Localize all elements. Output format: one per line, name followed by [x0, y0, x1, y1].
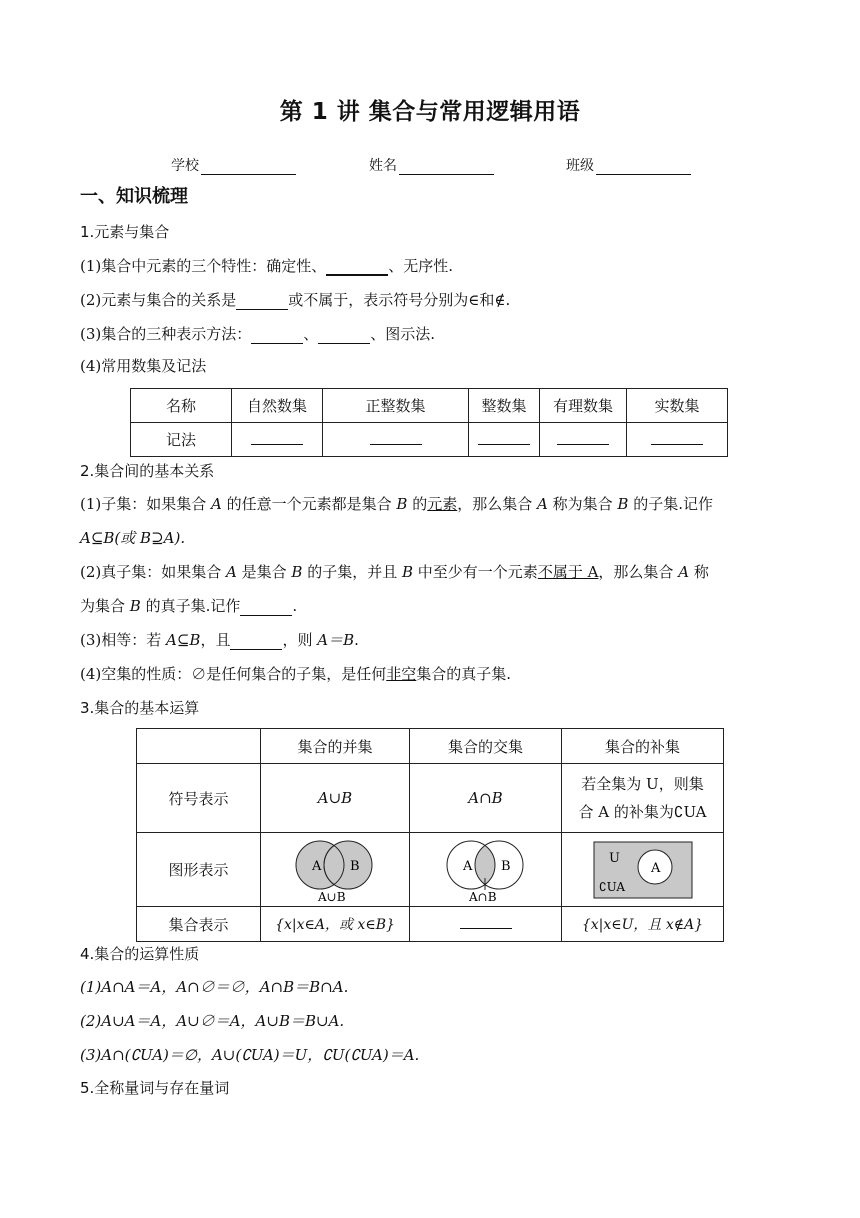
table-header: 集合的补集	[562, 729, 724, 764]
s2-p3: (3)相等：若 A⊆B，且 ，则 A＝B.	[80, 631, 359, 649]
s4-line-2: (2)A∪A＝A，A∪∅＝A，A∪B＝B∪A.	[80, 1012, 345, 1030]
venn-intersection-label: A∩B	[468, 889, 497, 902]
s2-p1-line-1: (1)子集：如果集合 A 的任意一个元素都是集合 B 的元素，那么集合 A 称为集合 B 的子集.记作	[80, 495, 713, 513]
complement-symbol: 若全集为 U，则集 合 A 的补集为∁UA	[562, 764, 724, 833]
table-header: 自然数集	[232, 389, 323, 423]
table-header: 集合的交集	[410, 729, 562, 764]
blank-answer[interactable]	[240, 600, 292, 616]
class-label: 班级	[566, 158, 594, 174]
table-header: 实数集	[627, 389, 728, 423]
s2-p1-line-2: A⊆B(或 B⊇A).	[80, 529, 186, 547]
venn-intersection-cell	[410, 833, 562, 907]
section-heading-knowledge: 一、知识梳理	[80, 186, 188, 207]
s1-line-2: (2)元素与集合的关系是 或不属于，表示符号分别为∈和∉.	[80, 291, 511, 309]
table-cell-blank[interactable]	[410, 907, 562, 942]
venn-complement-label: ∁UA	[598, 879, 625, 894]
blank-answer[interactable]	[236, 294, 288, 310]
s2-p2-line-1: (2)真子集：如果集合 A 是集合 B 的子集，并且 B 中至少有一个元素不属于 A，那么集合 A 称	[80, 563, 709, 581]
s4-line-3: (3)A∩(∁UA)＝∅，A∪(∁UA)＝U，∁U(∁UA)＝A.	[80, 1046, 420, 1064]
venn-label-b: B	[500, 858, 511, 874]
venn-union-label: A∪B	[318, 889, 346, 902]
table-header: 集合的并集	[261, 729, 410, 764]
table-cell-blank[interactable]	[469, 423, 540, 457]
name-field[interactable]	[369, 155, 494, 175]
venn-complement-diagram	[591, 839, 695, 901]
blank-answer[interactable]	[318, 328, 370, 344]
s1-line-3: (3)集合的三种表示方法： 、 、图示法.	[80, 325, 436, 343]
venn-intersection-diagram	[441, 838, 531, 902]
table-row	[131, 423, 728, 457]
table-row	[131, 389, 728, 423]
table-header: 正整数集	[323, 389, 469, 423]
section-3-heading: 3.集合的基本运算	[80, 699, 200, 717]
complement-set-notation: {x|x∈U，且 x∉A}	[562, 907, 724, 942]
table-row	[137, 729, 724, 764]
venn-complement-cell	[562, 833, 724, 907]
union-set-notation: {x|x∈A，或 x∈B}	[261, 907, 410, 942]
union-symbol: A∪B	[261, 764, 410, 833]
section-2-heading: 2.集合间的基本关系	[80, 462, 215, 480]
school-label: 学校	[171, 158, 199, 174]
venn-label-b: B	[350, 858, 360, 874]
table-header: 整数集	[469, 389, 540, 423]
table-row	[137, 833, 724, 907]
s4-line-1: (1)A∩A＝A，A∩∅＝∅，A∩B＝B∩A.	[80, 978, 349, 996]
table-row-label: 符号表示	[137, 764, 261, 833]
blank-answer[interactable]	[230, 634, 282, 650]
table-row-label: 集合表示	[137, 907, 261, 942]
table-row	[137, 907, 724, 942]
table-header: 名称	[131, 389, 232, 423]
venn-union-diagram	[290, 838, 380, 902]
number-sets-table	[130, 388, 728, 457]
set-operations-table	[136, 728, 724, 942]
venn-union-cell	[261, 833, 410, 907]
name-label: 姓名	[369, 158, 397, 174]
venn-label-u: U	[608, 850, 620, 866]
section-4-heading: 4.集合的运算性质	[80, 945, 200, 963]
school-field[interactable]	[171, 155, 296, 175]
table-cell-blank[interactable]	[232, 423, 323, 457]
table-row	[137, 764, 724, 833]
s2-p2-line-2: 为集合 B 的真子集.记作 .	[80, 597, 298, 615]
s1-line-4: (4)常用数集及记法	[80, 357, 207, 375]
intersection-symbol: A∩B	[410, 764, 562, 833]
table-cell-blank[interactable]	[540, 423, 627, 457]
blank-answer[interactable]	[251, 328, 303, 344]
blank-answer[interactable]	[326, 259, 388, 276]
table-header-empty	[137, 729, 261, 764]
venn-label-a: A	[312, 858, 322, 874]
venn-label-a: A	[650, 860, 660, 876]
class-field[interactable]	[566, 155, 691, 175]
table-cell-blank[interactable]	[323, 423, 469, 457]
page-title: 第 1 讲 集合与常用逻辑用语	[279, 99, 581, 125]
section-5-heading: 5.全称量词与存在量词	[80, 1079, 230, 1097]
table-row-label: 图形表示	[137, 833, 261, 907]
s2-p4: (4)空集的性质：∅是任何集合的子集，是任何非空集合的真子集.	[80, 665, 512, 683]
section-1-heading: 1.元素与集合	[80, 223, 170, 241]
venn-label-a: A	[462, 858, 472, 874]
table-cell-blank[interactable]	[627, 423, 728, 457]
table-header: 有理数集	[540, 389, 627, 423]
table-row-label: 记法	[131, 423, 232, 457]
s1-line-1: (1)集合中元素的三个特性：确定性、 、无序性.	[80, 257, 454, 275]
